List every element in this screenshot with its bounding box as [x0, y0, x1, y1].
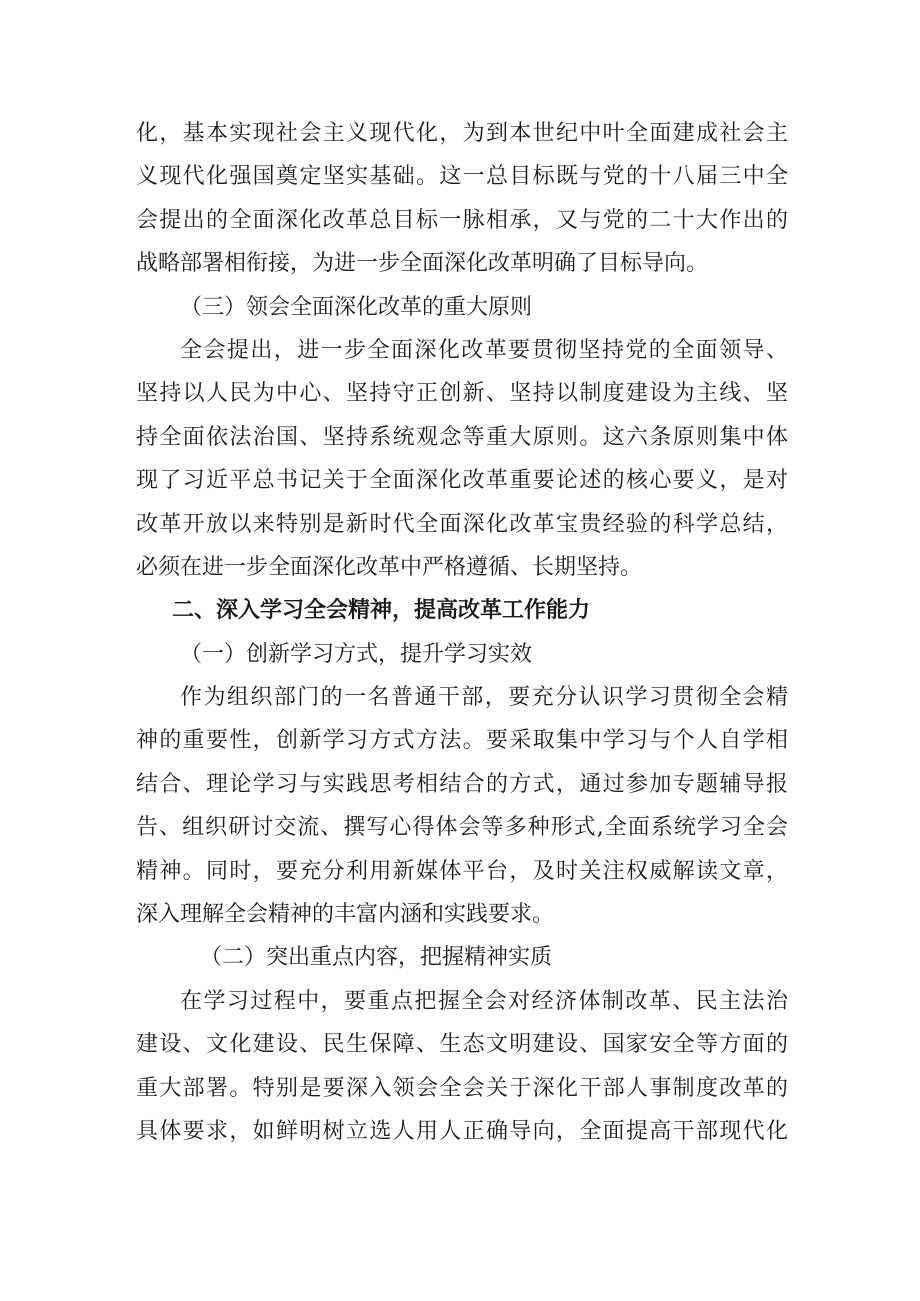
paragraph-line: 现了习近平总书记关于全面深化改革重要论述的核心要义，是对: [136, 468, 788, 494]
paragraph-line: 神的重要性，创新学习方式方法。要采取集中学习与个人自学相: [136, 728, 788, 754]
paragraph-line: 必须在进一步全面深化改革中严格遵循、长期坚持。: [136, 554, 643, 580]
paragraph-line: 化，基本实现社会主义现代化，为到本世纪中叶全面建成社会主: [136, 121, 788, 146]
paragraph-line: 重大部署。特别是要深入领会全会关于深化干部人事制度改革的: [136, 1075, 788, 1101]
document-body: [136, 112, 788, 1153]
paragraph-line: 在学习过程中，要重点把握全会对经济体制改革、民主法治: [180, 988, 788, 1014]
paragraph-line: 结合、理论学习与实践思考相结合的方式，通过参加专题辅导报: [136, 771, 788, 797]
paragraph-line: 改革开放以来特别是新时代全面深化改革宝贵经验的科学总结，: [136, 511, 788, 537]
paragraph-line: 建设、文化建设、民生保障、生态文明建设、国家安全等方面的: [136, 1032, 788, 1058]
subheading-study-methods: （一）创新学习方式，提升学习实效: [180, 641, 533, 667]
subheading-principles: （三）领会全面深化改革的重大原则: [180, 294, 533, 320]
paragraph-line: 告、组织研讨交流、撰写心得体会等多种形式,全面系统学习全会: [136, 815, 788, 841]
paragraph-line: 精神。同时，要充分利用新媒体平台，及时关注权威解读文章，: [136, 858, 788, 884]
paragraph-line: 具体要求，如鲜明树立选人用人正确导向，全面提高干部现代化: [136, 1118, 788, 1144]
paragraph-line: 义现代化强国奠定坚实基础。这一总目标既与党的十八届三中全: [136, 164, 788, 190]
paragraph-line: 作为组织部门的一名普通干部，要充分认识学习贯彻全会精: [180, 685, 788, 711]
paragraph-line: 持全面依法治国、坚持系统观念等重大原则。这六条原则集中体: [136, 424, 788, 450]
paragraph-line: 会提出的全面深化改革总目标一脉相承，又与党的二十大作出的: [136, 207, 788, 233]
paragraph-line: 坚持以人民为中心、坚持守正创新、坚持以制度建设为主线、坚: [136, 381, 788, 407]
section-heading-2: 二、深入学习全会精神，提高改革工作能力: [172, 598, 591, 624]
subheading-key-content: （二）突出重点内容，把握精神实质: [200, 945, 553, 971]
paragraph-line: 全会提出，进一步全面深化改革要贯彻坚持党的全面领导、: [180, 337, 788, 363]
paragraph-line: 战略部署相衔接，为进一步全面深化改革明确了目标导向。: [136, 251, 709, 277]
paragraph-line: 深入理解全会精神的丰富内涵和实践要求。: [136, 902, 555, 928]
